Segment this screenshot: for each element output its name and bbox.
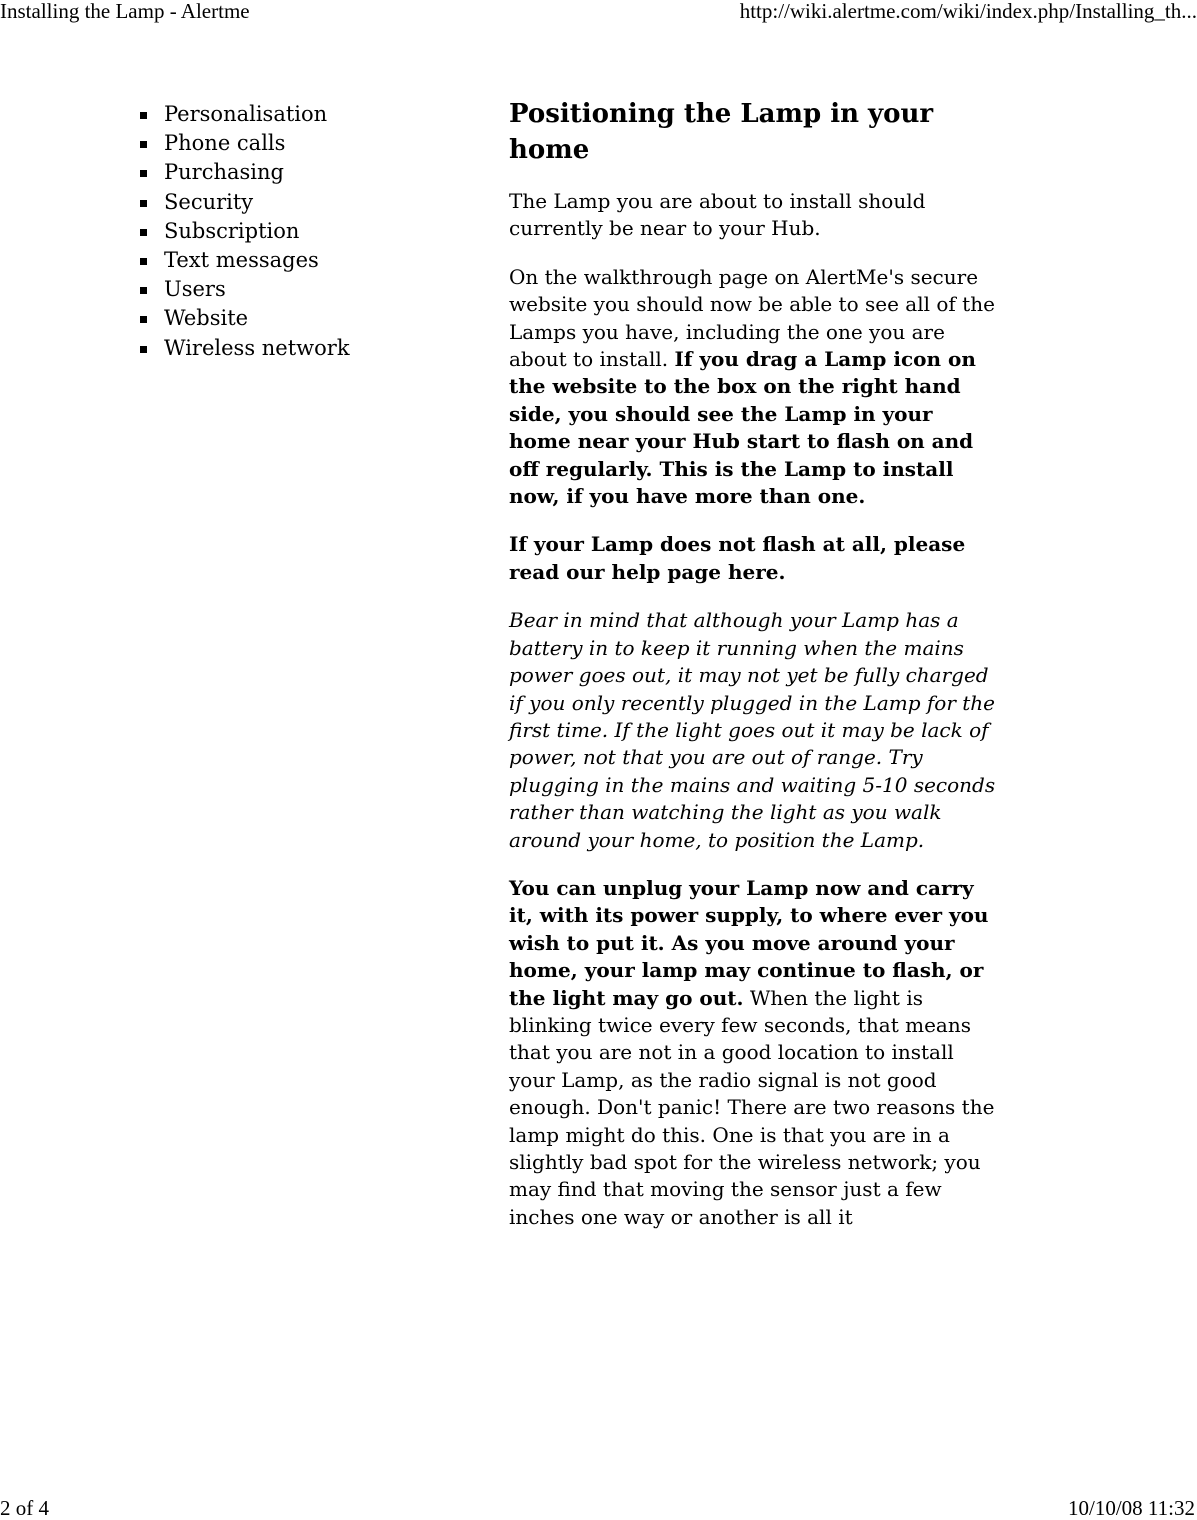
sidebar-item-purchasing[interactable] — [138, 158, 438, 187]
square-bullet-icon — [140, 170, 147, 177]
paragraph-help-note — [509, 531, 997, 586]
sidebar-link[interactable]: Text messages — [164, 248, 319, 273]
print-footer-datetime: 10/10/08 11:32 — [1068, 1496, 1195, 1520]
sidebar-nav — [138, 100, 438, 363]
unplug-bold-text: You can unplug your Lamp now and carry it, with its power supply, to where ever you wish to put it. As you move around your home, your lamp may continue to flash, or the light may go out. — [509, 875, 989, 1010]
square-bullet-icon — [140, 346, 147, 353]
square-bullet-icon — [140, 200, 147, 207]
square-bullet-icon — [140, 112, 147, 119]
paragraph-walkthrough — [509, 264, 997, 511]
sidebar-item-users[interactable] — [138, 275, 438, 304]
sidebar-item-website[interactable] — [138, 304, 438, 333]
sidebar-item-phone-calls[interactable] — [138, 129, 438, 158]
paragraph-unplug — [509, 875, 997, 1231]
sidebar-link[interactable]: Subscription — [164, 218, 300, 243]
section-heading: Positioning the Lamp in your home — [509, 99, 934, 165]
sidebar-item-security[interactable] — [138, 188, 438, 217]
print-header-title: Installing the Lamp - Alertme — [0, 0, 250, 23]
paragraph-intro: The Lamp you are about to install should currently be near to your Hub. — [509, 189, 926, 241]
sidebar-item-subscription[interactable] — [138, 217, 438, 246]
help-bold-text[interactable]: If your Lamp does not flash at all, please read our help page here. — [509, 532, 966, 584]
square-bullet-icon — [140, 229, 147, 236]
sidebar-link[interactable]: Users — [164, 277, 226, 302]
print-header-url: http://wiki.alertme.com/wiki/index.php/Installing_th... — [739, 0, 1197, 23]
print-footer-page: 2 of 4 — [0, 1496, 49, 1520]
square-bullet-icon — [140, 141, 147, 148]
sidebar-link[interactable]: Wireless network — [164, 335, 350, 360]
paragraph-battery-note: Bear in mind that although your Lamp has a battery in to keep it running when the mains power goes out, it may not yet be fully charged if you only recently plugged in the Lamp for the first time. If the light goes out it may be lack of power, not that you are out of range. Try plugging in the mains and waiting 5-10 seconds rather than watching the light as you walk around your home, to position the Lamp. — [509, 608, 996, 852]
sidebar-link[interactable]: Security — [164, 189, 254, 214]
square-bullet-icon — [140, 287, 147, 294]
sidebar-link[interactable]: Purchasing — [164, 160, 284, 185]
sidebar-link[interactable]: Personalisation — [164, 102, 328, 126]
sidebar-item-wireless-network[interactable] — [138, 334, 438, 363]
square-bullet-icon — [140, 258, 147, 265]
article-content — [509, 96, 997, 1252]
unplug-text: When the light is blinking twice every few seconds, that means that you are not in a good location to install your Lamp, as the radio signal is not good enough. Don't panic! There are two reasons the lamp might do this. One is that you are in a slightly bad spot for the wireless network; you may find that moving the sensor just a few inches one way or another is all it — [509, 985, 995, 1229]
walkthrough-bold-text: If you drag a Lamp icon on the website to the box on the right hand side, you should see the Lamp in your home near your Hub start to flash on and off regularly. This is the Lamp to install now, if you have more than one. — [509, 347, 976, 509]
walkthrough-text: On the walkthrough page on AlertMe's secure website you should now be able to see all of the Lamps you have, including the one you are about to install. — [509, 264, 995, 372]
sidebar-item-text-messages[interactable] — [138, 246, 438, 275]
sidebar-item-personalisation[interactable] — [138, 100, 438, 129]
sidebar-link[interactable]: Phone calls — [164, 131, 286, 156]
sidebar-list — [138, 100, 438, 363]
sidebar-link[interactable]: Website — [164, 306, 249, 331]
square-bullet-icon — [140, 316, 147, 323]
